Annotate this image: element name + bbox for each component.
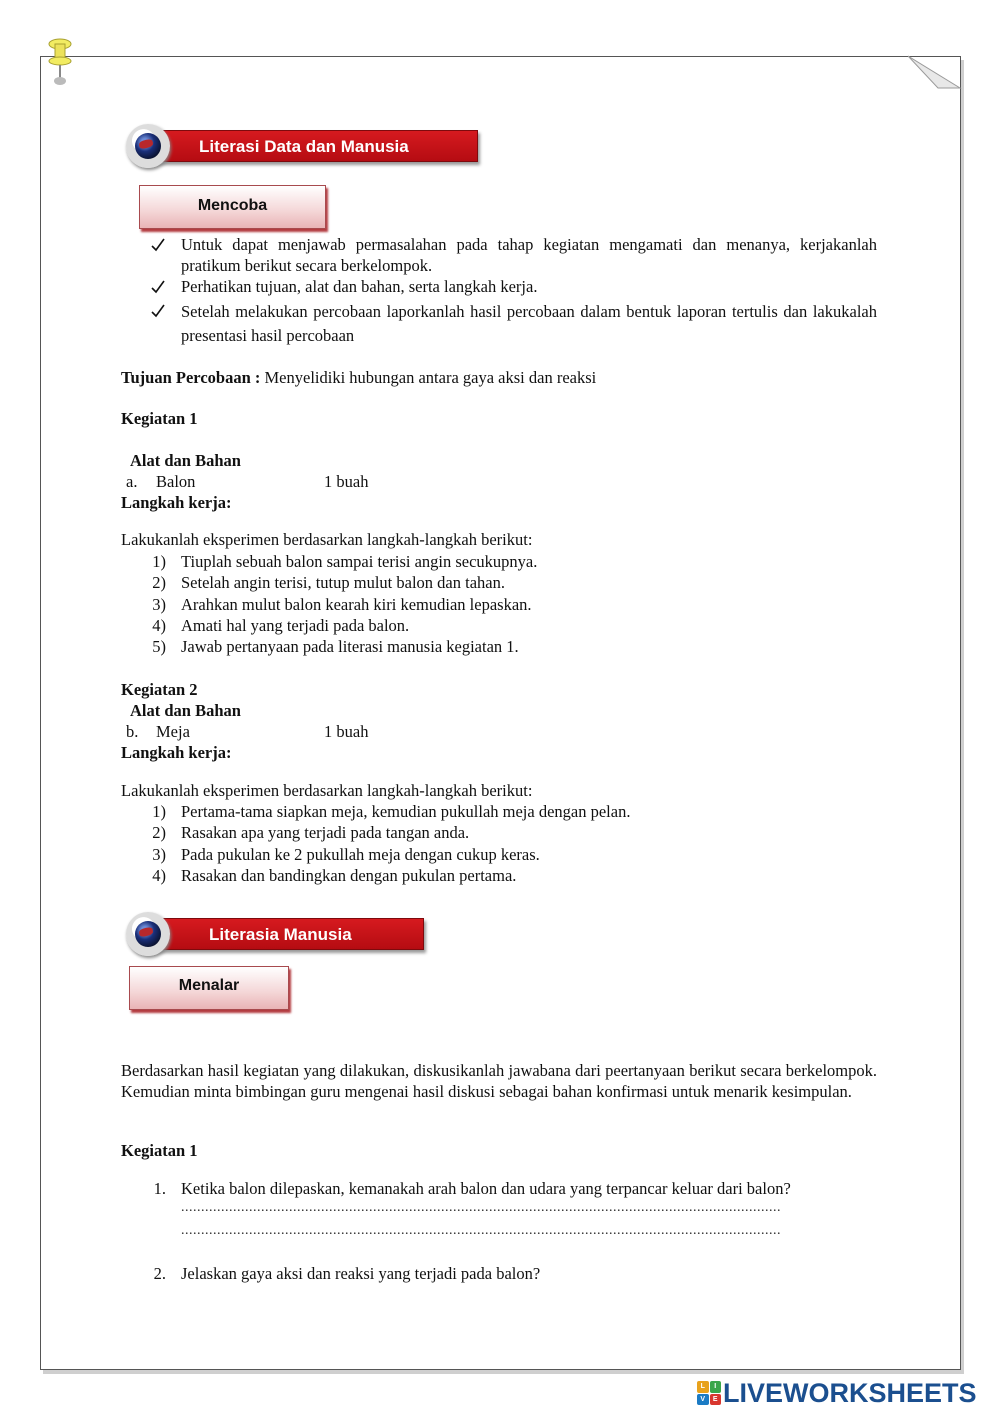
step-text: Arahkan mulut balon kearah kiri kemudian lepaskan. — [181, 595, 532, 614]
langkah-intro: Lakukanlah eksperimen berdasarkan langkah-langkah berikut: — [121, 530, 533, 549]
step-number: 2) — [152, 573, 166, 592]
tujuan-text: Menyelidiki hubungan antara gaya aksi dan reaksi — [264, 368, 597, 387]
answer-line[interactable]: ...................................................................................................................................................... — [181, 1223, 781, 1238]
question-text: Jelaskan gaya aksi dan reaksi yang terjadi pada balon? — [181, 1264, 541, 1283]
question-number: 2. — [153, 1264, 166, 1283]
menalar-kegiatan-title: Kegiatan 1 — [121, 1141, 198, 1160]
logo-mark-icon: L I V E — [697, 1381, 721, 1405]
step-number: 4) — [152, 866, 166, 885]
tab-mencoba: Mencoba — [139, 185, 326, 229]
item-letter: a. — [126, 472, 138, 491]
checkmark-icon — [151, 304, 165, 318]
step-text: Amati hal yang terjadi pada balon. — [181, 616, 410, 635]
item-letter: b. — [126, 722, 139, 741]
step-text: Setelah angin terisi, tutup mulut balon dan tahan. — [181, 573, 505, 592]
step-number: 2) — [152, 823, 166, 842]
checkmark-icon — [151, 238, 165, 252]
banner-title: Literasi Data dan Manusia — [148, 130, 478, 162]
menalar-paragraph: Berdasarkan hasil kegiatan yang dilakukan, diskusikanlah jawabana dari peertanyaan berikut secara berkelompok. Kemudian minta bimbingan guru mengenai hasil diskusi sebagai bahan konfirmasi untuk menarik kesimpulan. — [121, 1061, 877, 1101]
langkah-kerja-title: Langkah kerja: — [121, 493, 232, 512]
item-name: Balon — [156, 472, 196, 491]
instruction-item: Perhatikan tujuan, alat dan bahan, serta langkah kerja. — [181, 277, 538, 296]
page-fold-corner — [908, 54, 962, 92]
langkah-intro: Lakukanlah eksperimen berdasarkan langkah-langkah berikut: — [121, 781, 533, 800]
step-text: Rasakan apa yang terjadi pada tangan anda. — [181, 823, 470, 842]
instruction-item: Untuk dapat menjawab permasalahan pada tahap kegiatan mengamati dan menanya, kerjakanlah pratikum berikut secara berkelompok. — [181, 235, 877, 275]
kegiatan-2-title: Kegiatan 2 — [121, 680, 198, 699]
question-text: Ketika balon dilepaskan, kemanakah arah balon dan udara yang terpancar keluar dari balon? — [181, 1179, 791, 1198]
alat-bahan-title: Alat dan Bahan — [130, 701, 241, 720]
pushpin-icon — [46, 38, 74, 88]
item-name: Meja — [156, 722, 190, 741]
liveworksheets-logo — [697, 1378, 977, 1408]
instruction-item: Setelah melakukan percobaan laporkanlah hasil percobaan dalam bentuk laporan tertulis dan lakukalah presentasi hasil percobaan — [181, 302, 877, 345]
langkah-kerja-title: Langkah kerja: — [121, 743, 232, 762]
step-number: 5) — [152, 637, 166, 656]
answer-line[interactable]: ...................................................................................................................................................... — [181, 1200, 781, 1215]
step-text: Pertama-tama siapkan meja, kemudian pukullah meja dengan pelan. — [181, 802, 631, 821]
kegiatan-1-title: Kegiatan 1 — [121, 409, 198, 428]
section-banner-literasi-data — [126, 124, 478, 168]
tujuan-percobaan — [121, 367, 881, 388]
logo-text: LIVEWORKSHEETS — [723, 1377, 977, 1408]
section-banner-literasi-manusia — [126, 912, 424, 956]
tab-menalar: Menalar — [129, 966, 289, 1010]
step-text: Tiuplah sebuah balon sampai terisi angin secukupnya. — [181, 552, 538, 571]
step-number: 1) — [152, 802, 166, 821]
banner-title: Literasia Manusia — [148, 918, 424, 950]
step-text: Pada pukulan ke 2 pukullah meja dengan cukup keras. — [181, 845, 540, 864]
question-number: 1. — [153, 1179, 166, 1198]
step-number: 3) — [152, 595, 166, 614]
globe-icon — [126, 124, 170, 168]
step-text: Rasakan dan bandingkan dengan pukulan pertama. — [181, 866, 517, 885]
step-number: 4) — [152, 616, 166, 635]
item-qty: 1 buah — [324, 722, 369, 741]
step-number: 1) — [152, 552, 166, 571]
step-number: 3) — [152, 845, 166, 864]
step-text: Jawab pertanyaan pada literasi manusia kegiatan 1. — [181, 637, 519, 656]
alat-bahan-title: Alat dan Bahan — [130, 451, 241, 470]
item-qty: 1 buah — [324, 472, 369, 491]
tujuan-label: Tujuan Percobaan : — [121, 368, 261, 387]
globe-icon — [126, 912, 170, 956]
checkmark-icon — [151, 280, 165, 294]
